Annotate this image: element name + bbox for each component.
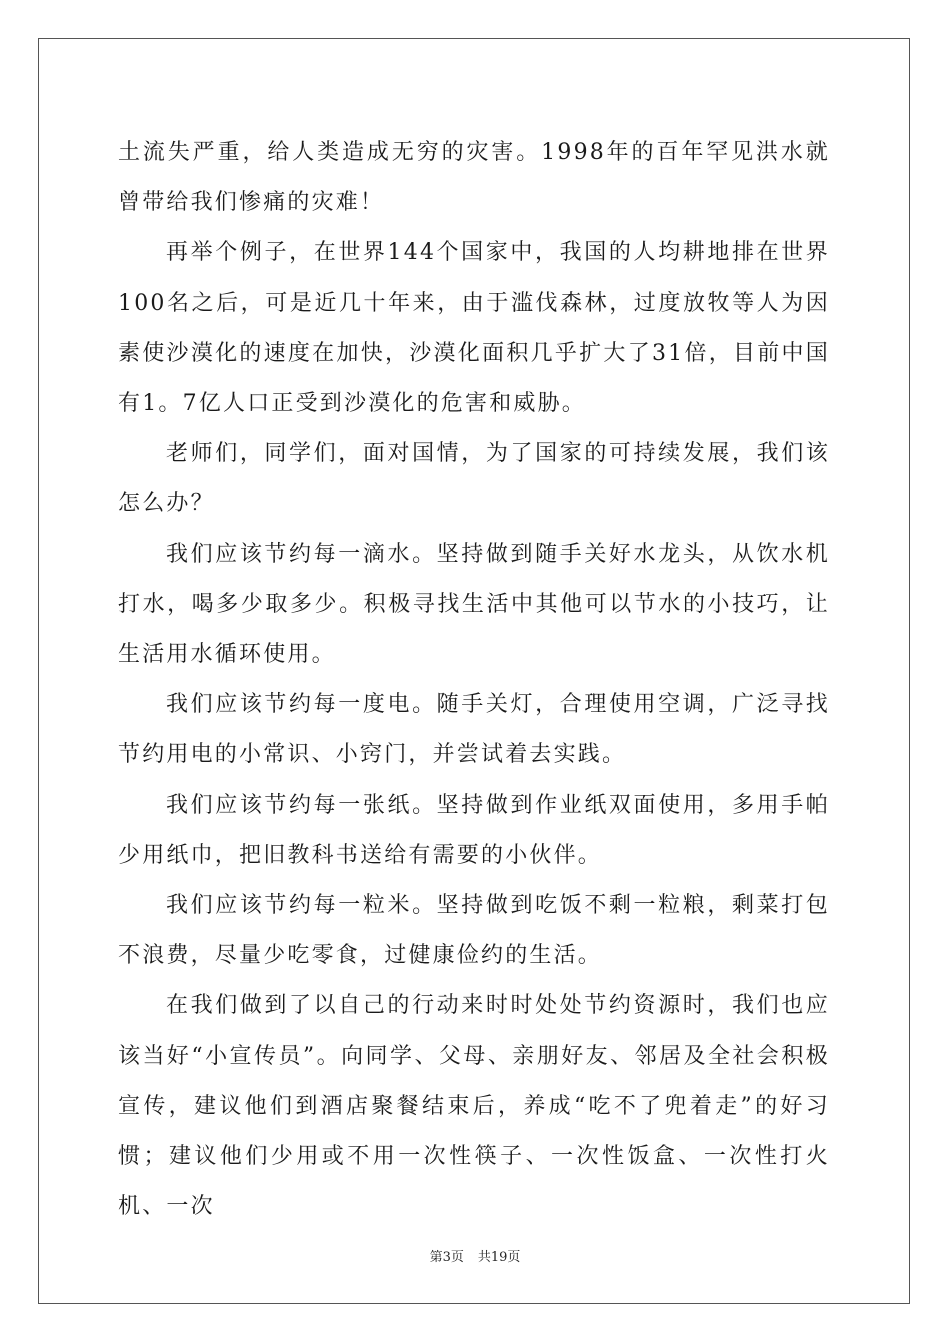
total-pages-label: 共19页 <box>477 1250 521 1265</box>
page-footer <box>0 1246 950 1265</box>
paragraph-3: 老师们，同学们，面对国情，为了国家的可持续发展，我们该怎么办？ <box>118 441 830 517</box>
paragraph-2: 再举个例子，在世界144个国家中，我国的人均耕地排在世界100名之后，可是近几十年来，由于滥伐森林，过度放牧等人为因素使沙漠化的速度在加快，沙漠化面积几乎扩大了31倍，目前中国有1。7亿人口正受到沙漠化的危害和威胁。 <box>118 240 830 417</box>
paragraph-5: 我们应该节约每一度电。随手关灯，合理使用空调，广泛寻找节约用电的小常识、小窍门，并尝试着去实践。 <box>118 692 830 768</box>
paragraph-1: 土流失严重，给人类造成无穷的灾害。1998年的百年罕见洪水就曾带给我们惨痛的灾难！ <box>118 140 830 216</box>
current-page-label: 第3页 <box>429 1250 464 1265</box>
paragraph-6: 我们应该节约每一张纸。坚持做到作业纸双面使用，多用手帕少用纸巾，把旧教科书送给有需要的小伙伴。 <box>118 792 830 868</box>
paragraph-8: 在我们做到了以自己的行动来时时处处节约资源时，我们也应该当好“小宣传员”。向同学、父母、亲朋好友、邻居及全社会积极宣传，建议他们到酒店聚餐结束后，养成“吃不了兜着走”的好习惯；建议他们少用或不用一次性筷子、一次性饭盒、一次性打火机、一次 <box>118 993 830 1220</box>
paragraph-7: 我们应该节约每一粒米。坚持做到吃饭不剩一粒粮，剩菜打包不浪费，尽量少吃零食，过健康俭约的生活。 <box>118 893 830 969</box>
document-body <box>118 128 830 1232</box>
paragraph-4: 我们应该节约每一滴水。坚持做到随手关好水龙头，从饮水机打水，喝多少取多少。积极寻找生活中其他可以节水的小技巧，让生活用水循环使用。 <box>118 541 830 668</box>
